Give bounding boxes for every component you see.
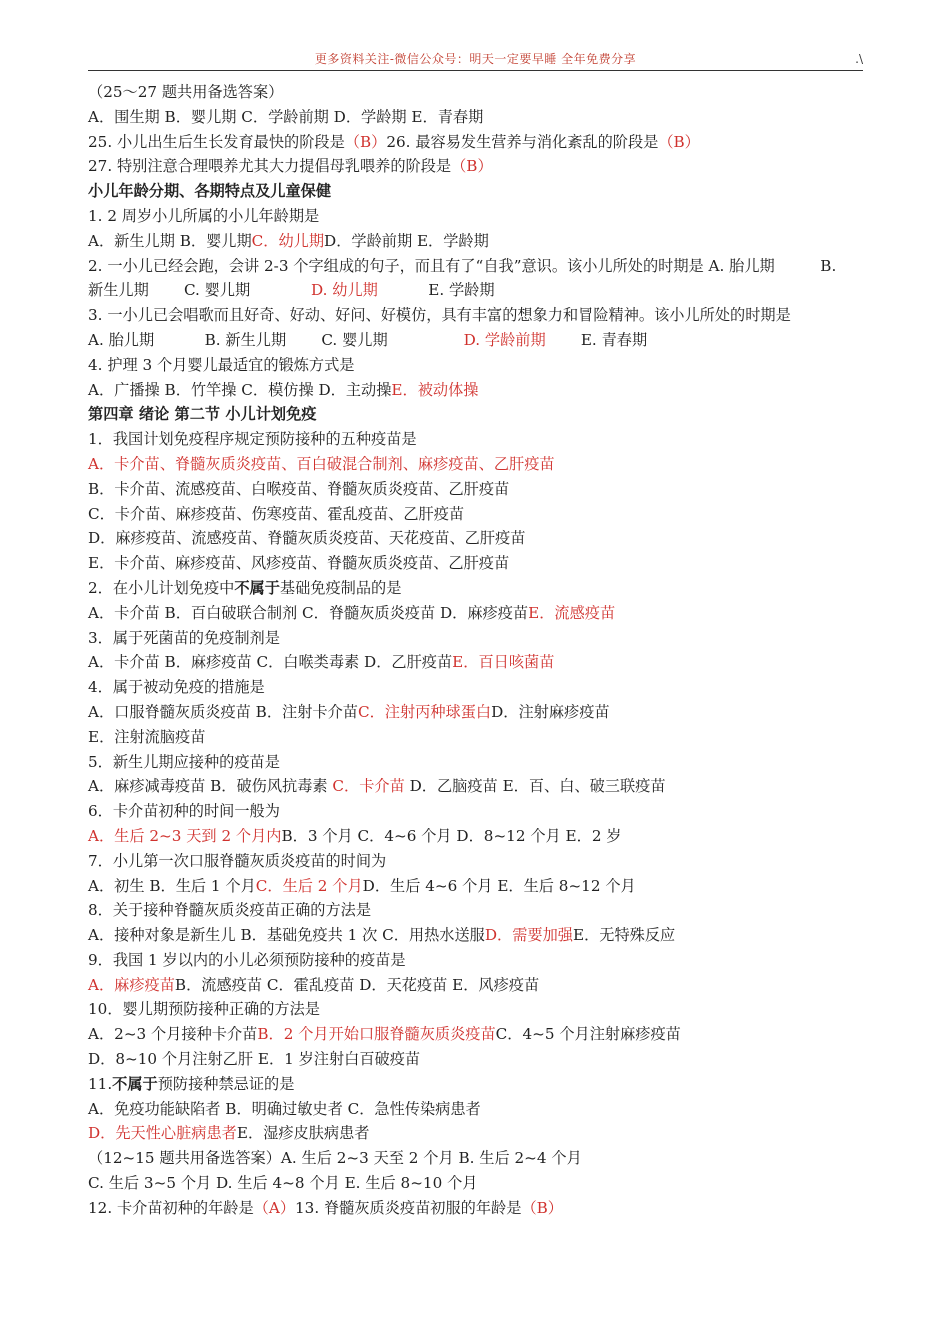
answer-text: C．注射丙种球蛋白: [357, 702, 492, 721]
text-line: [88, 427, 868, 452]
header-mark: .\: [855, 52, 863, 66]
text-line: [88, 997, 868, 1022]
line-text: B．流感疫苗 C．霍乱疫苗 D．天花疫苗 E．风疹疫苗: [174, 975, 540, 994]
answer-text: A．生后 2~3 天到 2 个月内: [88, 826, 282, 845]
text-line: [88, 626, 868, 651]
answer-text: C．卡介苗: [332, 777, 405, 796]
line-text: 6．卡介苗初种的时间一般为: [88, 802, 280, 821]
emphasis-text: 不属于: [112, 1074, 158, 1093]
line-text: 11.: [88, 1074, 113, 1093]
text-line: [88, 948, 868, 973]
text-line: [88, 452, 868, 477]
line-text: A．围生期 B．婴儿期 C．学龄前期 D．学龄期 E．青春期: [88, 107, 484, 126]
line-text: 2．在小儿计划免疫中: [88, 578, 235, 597]
line-text: A．免疫功能缺陷者 B．明确过敏史者 C．急性传染病患者: [88, 1099, 481, 1118]
answer-text: C．幼儿期: [251, 231, 325, 250]
text-line: [88, 725, 868, 750]
text-line: [88, 576, 868, 601]
text-line: [88, 1072, 868, 1097]
page-header: [88, 48, 863, 71]
emphasis-text: 不属于: [234, 578, 280, 597]
line-text: E．湿疹皮肤病患者: [236, 1124, 370, 1143]
line-text: 3. 一小儿已会唱歌而且好奇、好动、好问、好模仿，具有丰富的想象力和冒险精神。该小儿所处的时期是: [88, 306, 791, 325]
text-line: [88, 973, 868, 998]
answer-text: （B）: [451, 157, 493, 176]
answer-text: D．先天性心脏病患者: [88, 1124, 237, 1143]
line-text: A．2~3 个月接种卡介苗: [88, 1025, 258, 1044]
text-line: [88, 650, 868, 675]
text-line: [88, 824, 868, 849]
line-text: 基础免疫制品的是: [279, 578, 402, 597]
text-line: [88, 154, 868, 179]
text-line: [88, 1196, 868, 1221]
text-line: [88, 874, 868, 899]
text-line: [88, 700, 868, 725]
text-line: [88, 278, 868, 303]
heading-text: 小儿年龄分期、各期特点及儿童保健: [88, 182, 331, 201]
line-text: E．卡介苗、麻疹疫苗、风疹疫苗、脊髓灰质炎疫苗、乙肝疫苗: [88, 554, 510, 573]
text-line: [88, 799, 868, 824]
answer-text: D．需要加强: [484, 926, 573, 945]
text-line: [88, 849, 868, 874]
line-text: A. 胎儿期 B. 新生儿期 C. 婴儿期: [88, 330, 464, 349]
line-text: B．3 个月 C．4~6 个月 D．8~12 个月 E．2 岁: [281, 826, 622, 845]
line-text: D．注射麻疹疫苗: [491, 702, 610, 721]
line-text: E. 学龄期: [377, 281, 495, 300]
text-line: [88, 105, 868, 130]
line-text: 预防接种禁忌证的是: [157, 1074, 295, 1093]
line-text: A．卡介苗 B．麻疹疫苗 C．白喉类毒素 D．乙肝疫苗: [88, 653, 453, 672]
line-text: A．初生 B．生后 1 个月: [88, 876, 256, 895]
answer-text: B．2 个月开始口服脊髓灰质炎疫苗: [257, 1025, 496, 1044]
text-line: [88, 204, 868, 229]
answer-text: D. 幼儿期: [311, 281, 378, 300]
text-line: [88, 378, 868, 403]
answer-text: D. 学龄前期: [463, 330, 546, 349]
text-line: [88, 675, 868, 700]
text-line: [88, 1121, 868, 1146]
answer-text: （A）: [253, 1198, 296, 1217]
line-text: 7．小儿第一次口服脊髓灰质炎疫苗的时间为: [88, 851, 387, 870]
line-text: D．学龄前期 E．学龄期: [324, 231, 489, 250]
text-line: [88, 303, 868, 328]
text-line: [88, 130, 868, 155]
line-text: 1．我国计划免疫程序规定预防接种的五种疫苗是: [88, 430, 417, 449]
text-line: [88, 502, 868, 527]
text-line: [88, 750, 868, 775]
text-line: [88, 601, 868, 626]
line-text: D．8~10 个月注射乙肝 E．1 岁注射白百破疫苗: [88, 1050, 421, 1069]
line-text: 1. 2 周岁小儿所属的小儿年龄期是: [88, 206, 320, 225]
line-text: （25～27 题共用备选答案）: [88, 83, 284, 101]
text-line: [88, 526, 868, 551]
line-text: D．乙脑疫苗 E．百、白、破三联疫苗: [404, 777, 666, 796]
line-text: 4. 护理 3 个月婴儿最适宜的锻炼方式是: [88, 355, 355, 374]
answer-text: （B）: [344, 132, 387, 151]
section-heading: [88, 179, 868, 204]
answer-text: （B）: [658, 132, 700, 151]
text-line: [88, 1047, 868, 1072]
document-body: [88, 80, 868, 1221]
text-line: [88, 1171, 868, 1196]
text-line: [88, 353, 868, 378]
line-text: 4．属于被动免疫的措施是: [88, 678, 265, 697]
line-text: D．生后 4~6 个月 E．生后 8~12 个月: [362, 876, 636, 895]
text-line: [88, 229, 868, 254]
text-line: [88, 1022, 868, 1047]
section-heading: [88, 402, 868, 427]
line-text: 3．属于死菌苗的免疫制剂是: [88, 628, 280, 647]
header-promo-text: 更多资料关注-微信公众号：明天一定要早睡 全年免费分享: [314, 52, 637, 66]
line-text: （12~15 题共用备选答案）A. 生后 2~3 天至 2 个月 B. 生后 2~4 个月: [88, 1149, 582, 1168]
line-text: A．口服脊髓灰质炎疫苗 B．注射卡介苗: [88, 702, 358, 721]
line-text: E. 青春期: [545, 330, 648, 349]
text-line: [88, 1097, 868, 1122]
line-text: D．麻疹疫苗、流感疫苗、脊髓灰质炎疫苗、天花疫苗、乙肝疫苗: [88, 529, 526, 548]
line-text: 12. 卡介苗初种的年龄是: [88, 1198, 254, 1217]
line-text: B．卡介苗、流感疫苗、白喉疫苗、脊髓灰质炎疫苗、乙肝疫苗: [88, 479, 510, 498]
line-text: 9．我国 1 岁以内的小儿必须预防接种的疫苗是: [88, 950, 406, 969]
text-line: [88, 477, 868, 502]
line-text: 8．关于接种脊髓灰质炎疫苗正确的方法是: [88, 901, 372, 920]
line-text: C．4~5 个月注射麻疹疫苗: [495, 1025, 681, 1044]
text-line: [88, 1146, 868, 1171]
line-text: E．注射流脑疫苗: [88, 727, 206, 746]
text-line: [88, 328, 868, 353]
answer-text: C．生后 2 个月: [255, 876, 363, 895]
text-line: [88, 898, 868, 923]
line-text: A．广播操 B．竹竿操 C．模仿操 D．主动操: [88, 380, 392, 399]
heading-text: 第四章 绪论 第二节 小儿计划免疫: [88, 405, 317, 424]
line-text: A．新生儿期 B．婴儿期: [88, 231, 252, 250]
text-line: [88, 774, 868, 799]
text-line: [88, 923, 868, 948]
line-text: 13. 脊髓灰质炎疫苗初服的年龄是: [295, 1198, 522, 1217]
line-text: 2. 一小儿已经会跑，会讲 2-3 个字组成的句子，而且有了“自我”意识。该小儿所处的时期是 A. 胎儿期 B.: [88, 256, 837, 275]
line-text: 5．新生儿期应接种的疫苗是: [88, 752, 280, 771]
line-text: A．卡介苗 B．百白破联合制剂 C．脊髓灰质炎疫苗 D．麻疹疫苗: [88, 603, 529, 622]
line-text: A．接种对象是新生儿 B．基础免疫共 1 次 C．用热水送服: [88, 926, 485, 945]
line-text: 25. 小儿出生后生长发育最快的阶段是: [88, 132, 345, 151]
answer-text: A．麻疹疫苗: [88, 975, 175, 994]
text-line: [88, 80, 868, 105]
text-line: [88, 254, 868, 279]
line-text: 新生儿期 C. 婴儿期: [88, 281, 311, 300]
answer-text: E．流感疫苗: [528, 603, 616, 622]
line-text: 10．婴儿期预防接种正确的方法是: [88, 1000, 320, 1019]
answer-text: E．百日咳菌苗: [452, 653, 555, 672]
answer-text: A．卡介苗、脊髓灰质炎疫苗、百白破混合制剂、麻疹疫苗、乙肝疫苗: [88, 454, 555, 473]
line-text: 27. 特别注意合理喂养尤其大力提倡母乳喂养的阶段是: [88, 157, 452, 176]
answer-text: （B）: [521, 1198, 563, 1217]
answer-text: E．被动体操: [391, 380, 479, 399]
line-text: C. 生后 3~5 个月 D. 生后 4~8 个月 E. 生后 8~10 个月: [88, 1174, 478, 1193]
line-text: E．无特殊反应: [572, 926, 676, 945]
line-text: A．麻疹减毒疫苗 B．破伤风抗毒素: [88, 777, 333, 796]
line-text: 26. 最容易发生营养与消化紊乱的阶段是: [386, 132, 659, 151]
text-line: [88, 551, 868, 576]
line-text: C．卡介苗、麻疹疫苗、伤寒疫苗、霍乱疫苗、乙肝疫苗: [88, 504, 465, 523]
